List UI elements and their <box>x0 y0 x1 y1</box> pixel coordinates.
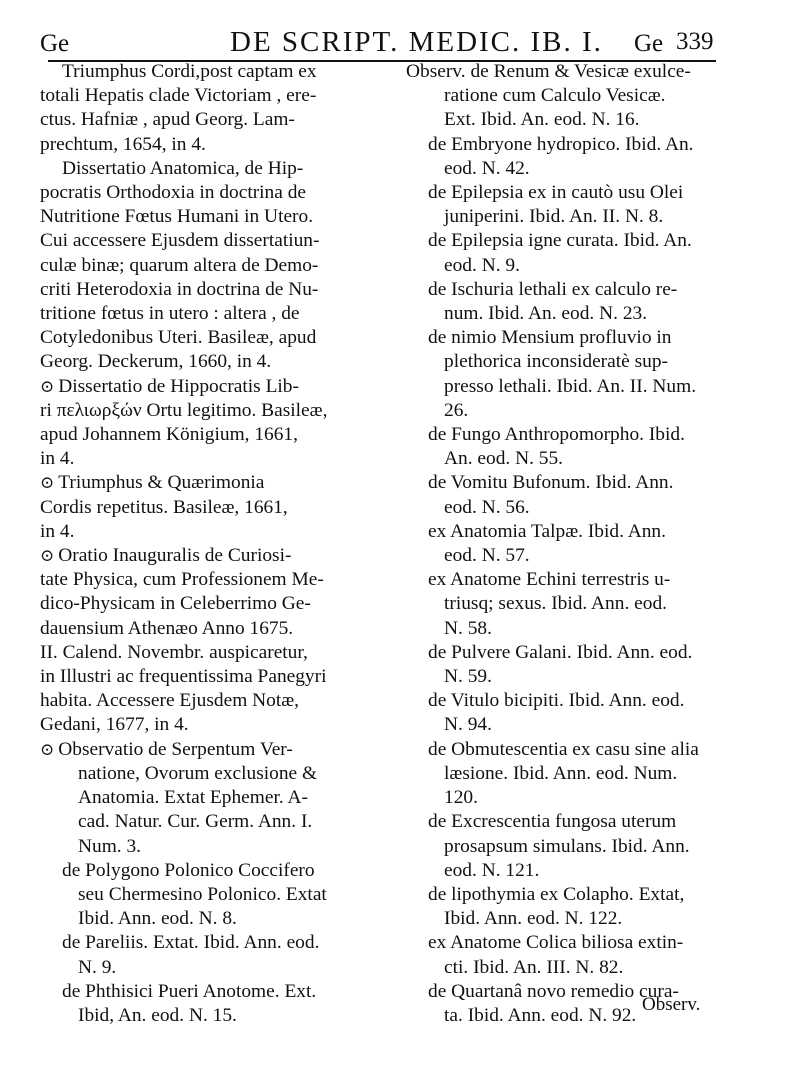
text-line <box>406 665 720 689</box>
line-text: Observ. de Renum & Vesicæ exulce- <box>406 61 691 82</box>
text-line <box>406 931 720 955</box>
text-line <box>406 956 720 980</box>
line-text: Observatio de Serpentum Ver- <box>58 738 293 760</box>
text-line <box>406 399 720 423</box>
header-left-catch: Ge <box>40 30 70 57</box>
line-text: ex Anatomia Talpæ. Ibid. Ann. <box>428 520 666 542</box>
line-text: cad. Natur. Cur. Germ. Ann. I. <box>78 811 313 833</box>
text-line <box>40 762 390 786</box>
text-line <box>406 568 720 592</box>
line-text: 26. <box>444 399 469 421</box>
line-text: tritione fœtus in utero : altera , de <box>40 303 300 325</box>
text-line <box>40 254 390 278</box>
line-text: de Phthisici Pueri Anotome. Ext. <box>62 980 317 1002</box>
line-text: N. 58. <box>444 617 492 639</box>
text-line <box>40 278 390 302</box>
text-line <box>40 375 390 399</box>
text-line <box>406 883 720 907</box>
text-line <box>406 713 720 737</box>
line-text: ex Anatome Colica biliosa extin- <box>428 932 684 954</box>
text-line <box>40 738 390 762</box>
page-number: 339 <box>676 28 714 55</box>
text-line <box>40 713 390 737</box>
text-line <box>40 133 390 157</box>
line-text: Nutritione Fœtus Humani in Utero. <box>40 206 314 228</box>
line-text: presso lethali. Ibid. An. II. Num. <box>444 375 697 397</box>
line-text: de Epilepsia ex in cautò usu Olei <box>428 182 684 204</box>
line-text: An. eod. N. 55. <box>444 448 564 470</box>
text-line <box>406 350 720 374</box>
text-line <box>406 762 720 786</box>
line-text: apud Johannem Königium, 1661, <box>40 424 298 446</box>
text-line <box>40 423 390 447</box>
text-line <box>406 447 720 471</box>
line-text: de Embryone hydropico. Ibid. An. <box>428 133 694 155</box>
line-text: Ibid, An. eod. N. 15. <box>78 1004 237 1026</box>
line-text: de Polygono Polonico Coccifero <box>62 859 315 881</box>
text-line <box>406 738 720 762</box>
header-title: DE SCRIPT. MEDIC. IB. I. <box>230 26 603 58</box>
text-line <box>40 205 390 229</box>
line-text: læsione. Ibid. Ann. eod. Num. <box>444 762 678 784</box>
text-line <box>40 883 390 907</box>
left-column <box>40 60 390 1028</box>
text-line <box>406 326 720 350</box>
line-text: Anatomia. Extat Ephemer. A- <box>78 787 308 809</box>
line-text: triusq; sexus. Ibid. Ann. eod. <box>444 593 667 615</box>
line-text: pocratis Orthodoxia in doctrina de <box>40 182 307 204</box>
text-line <box>406 423 720 447</box>
line-text: natione, Ovorum exclusione & <box>78 762 318 784</box>
line-text: habita. Accessere Ejusdem Notæ, <box>40 690 300 712</box>
line-text: in 4. <box>40 448 75 470</box>
text-line <box>406 229 720 253</box>
line-text: Triumphus Cordi,post captam ex <box>62 61 317 82</box>
text-line <box>406 544 720 568</box>
line-text: totali Hepatis clade Victoriam , ere- <box>40 85 317 107</box>
line-text: juniperini. Ibid. An. II. N. 8. <box>444 206 664 228</box>
line-text: Ibid. Ann. eod. N. 8. <box>78 908 237 930</box>
text-line <box>406 157 720 181</box>
line-text: Ext. Ibid. An. eod. N. 16. <box>444 109 640 131</box>
text-line <box>40 835 390 859</box>
line-text: ctus. Hafniæ , apud Georg. Lam- <box>40 109 295 131</box>
line-text: Ibid. Ann. eod. N. 122. <box>444 908 623 930</box>
line-text: Dissertatio de Hippocratis Lib- <box>58 375 299 397</box>
line-text: plethorica inconsideratè sup- <box>444 351 668 373</box>
line-text: Gedani, 1677, in 4. <box>40 714 189 736</box>
text-line <box>406 496 720 520</box>
header-right-catch: Ge <box>634 30 664 57</box>
line-text: Cotyledonibus Uteri. Basileæ, apud <box>40 327 317 349</box>
text-line <box>406 810 720 834</box>
line-text: N. 9. <box>78 956 117 978</box>
text-line <box>40 689 390 713</box>
line-text: eod. N. 121. <box>444 859 540 881</box>
text-line <box>40 60 390 84</box>
line-text: de Obmutescentia ex casu sine alia <box>428 738 699 760</box>
text-line <box>40 641 390 665</box>
text-line <box>406 907 720 931</box>
line-text: Triumphus & Quærimonia <box>58 472 265 494</box>
line-text: Cui accessere Ejusdem dissertatiun- <box>40 230 320 252</box>
text-line <box>406 60 720 84</box>
text-line <box>40 980 390 1004</box>
line-text: ri πελιωρξών Ortu legitimo. Basileæ, <box>40 399 328 421</box>
line-text: de Vitulo bicipiti. Ibid. Ann. eod. <box>428 690 685 712</box>
line-text: ratione cum Calculo Vesicæ. <box>444 85 666 107</box>
line-text: Dissertatio Anatomica, de Hip- <box>62 157 304 179</box>
text-line <box>40 399 390 423</box>
text-line <box>406 520 720 544</box>
text-line <box>40 544 390 568</box>
text-line <box>406 254 720 278</box>
text-line <box>406 592 720 616</box>
line-text: II. Calend. Novembr. auspicaretur, <box>40 641 308 663</box>
line-text: de lipothymia ex Colapho. Extat, <box>428 883 685 905</box>
catchword: Observ. <box>642 994 701 1015</box>
text-line <box>40 786 390 810</box>
text-line <box>40 520 390 544</box>
text-line <box>40 592 390 616</box>
text-line <box>40 447 390 471</box>
line-text: Georg. Deckerum, 1660, in 4. <box>40 351 272 373</box>
line-text: de Pareliis. Extat. Ibid. Ann. eod. <box>62 932 320 954</box>
text-line <box>40 181 390 205</box>
line-text: ta. Ibid. Ann. eod. N. 92. <box>444 1004 637 1026</box>
line-text: eod. N. 42. <box>444 157 530 179</box>
line-text: eod. N. 9. <box>444 254 520 276</box>
text-line <box>406 84 720 108</box>
text-line <box>40 1004 390 1028</box>
text-line <box>406 181 720 205</box>
text-line <box>406 617 720 641</box>
line-text: de Fungo Anthropomorpho. Ibid. <box>428 424 685 446</box>
text-line <box>406 133 720 157</box>
line-text: criti Heterodoxia in doctrina de Nu- <box>40 278 319 300</box>
line-text: eod. N. 56. <box>444 496 530 518</box>
text-line <box>40 931 390 955</box>
line-text: de Pulvere Galani. Ibid. Ann. eod. <box>428 641 693 663</box>
line-text: cti. Ibid. An. III. N. 82. <box>444 956 624 978</box>
text-line <box>40 568 390 592</box>
line-text: num. Ibid. An. eod. N. 23. <box>444 303 648 325</box>
dot-circle-icon: ⊙ <box>40 546 55 566</box>
text-line <box>406 302 720 326</box>
text-line <box>40 665 390 689</box>
line-text: de Ischuria lethali ex calculo re- <box>428 278 678 300</box>
text-line <box>406 859 720 883</box>
dot-circle-icon: ⊙ <box>40 376 55 396</box>
line-text: de Excrescentia fungosa uterum <box>428 811 677 833</box>
running-header <box>30 24 770 64</box>
line-text: de Epilepsia igne curata. Ibid. An. <box>428 230 692 252</box>
text-line <box>40 617 390 641</box>
line-text: N. 94. <box>444 714 492 736</box>
line-text: prosapsum simulans. Ibid. Ann. <box>444 835 690 857</box>
text-line <box>406 835 720 859</box>
line-text: de nimio Mensium profluvio in <box>428 327 672 349</box>
text-line <box>40 471 390 495</box>
line-text: tate Physica, cum Professionem Me- <box>40 569 324 591</box>
line-text: dauensium Athenæo Anno 1675. <box>40 617 294 639</box>
text-line <box>406 108 720 132</box>
text-line <box>40 956 390 980</box>
text-line <box>406 471 720 495</box>
text-line <box>40 496 390 520</box>
text-line <box>40 229 390 253</box>
line-text: in Illustri ac frequentissima Panegyri <box>40 666 327 688</box>
line-text: ex Anatome Echini terrestris u- <box>428 569 671 591</box>
text-line <box>40 350 390 374</box>
line-text: seu Chermesino Polonico. Extat <box>78 883 327 905</box>
line-text: Num. 3. <box>78 835 142 857</box>
dot-circle-icon: ⊙ <box>40 739 55 759</box>
right-column <box>406 60 720 1028</box>
text-line <box>40 108 390 132</box>
text-line <box>40 326 390 350</box>
text-line <box>406 205 720 229</box>
line-text: dico-Physicam in Celeberrimo Ge- <box>40 593 311 615</box>
line-text: N. 59. <box>444 666 492 688</box>
line-text: de Quartanâ novo remedio cura- <box>428 980 679 1002</box>
text-line <box>40 84 390 108</box>
line-text: Cordis repetitus. Basileæ, 1661, <box>40 496 288 518</box>
text-line <box>406 375 720 399</box>
text-line <box>40 157 390 181</box>
text-line <box>40 302 390 326</box>
text-line <box>40 907 390 931</box>
text-line <box>40 810 390 834</box>
text-line <box>406 786 720 810</box>
line-text: 120. <box>444 787 478 809</box>
line-text: culæ binæ; quarum altera de Demo- <box>40 254 319 276</box>
text-line <box>406 278 720 302</box>
text-line <box>406 641 720 665</box>
line-text: de Vomitu Bufonum. Ibid. Ann. <box>428 472 674 494</box>
text-line <box>406 689 720 713</box>
line-text: prechtum, 1654, in 4. <box>40 133 206 155</box>
dot-circle-icon: ⊙ <box>40 473 55 493</box>
text-line <box>40 859 390 883</box>
line-text: Oratio Inauguralis de Curiosi- <box>58 545 292 567</box>
line-text: in 4. <box>40 520 75 542</box>
line-text: eod. N. 57. <box>444 545 530 567</box>
